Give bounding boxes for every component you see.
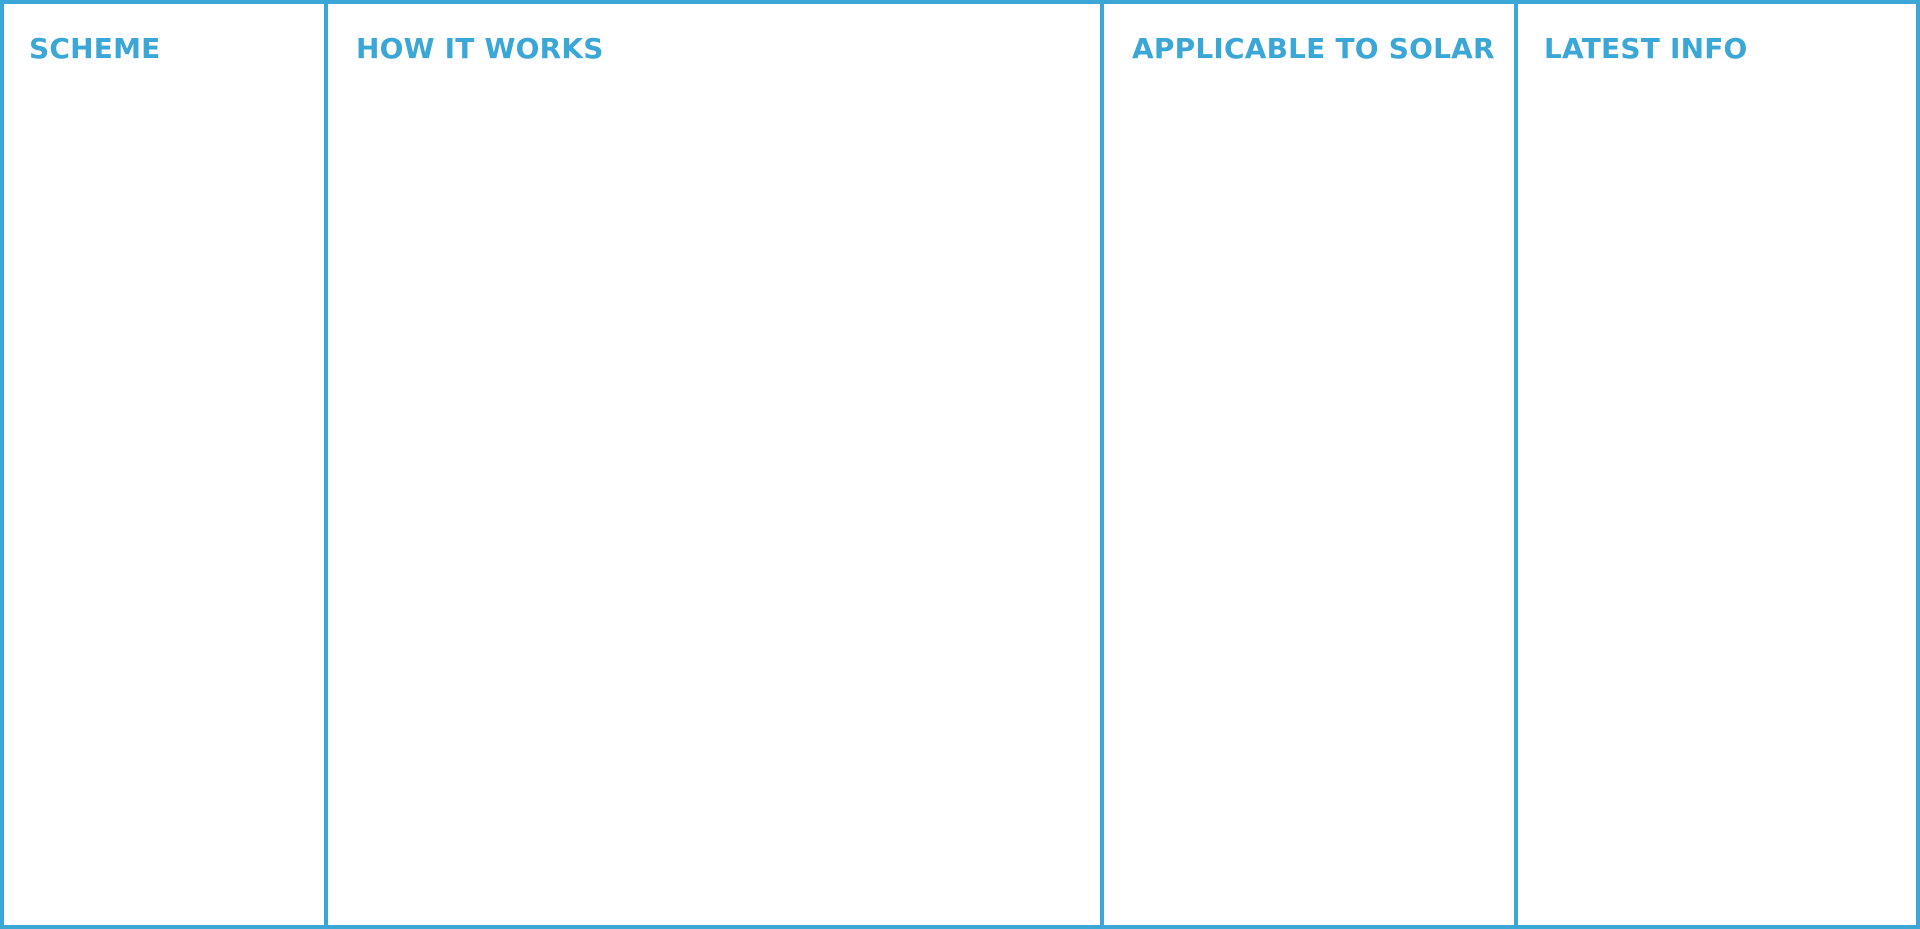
column-header-latest-info: LATEST INFO bbox=[1544, 32, 1748, 65]
column-how-it-works bbox=[328, 4, 1104, 925]
column-scheme bbox=[4, 4, 328, 925]
column-latest-info bbox=[1518, 4, 1916, 925]
column-header-applicable-to-solar: APPLICABLE TO SOLAR bbox=[1132, 32, 1495, 65]
column-header-how-it-works: HOW IT WORKS bbox=[356, 32, 604, 65]
column-header-scheme: SCHEME bbox=[29, 32, 161, 65]
column-applicable-to-solar bbox=[1104, 4, 1518, 925]
